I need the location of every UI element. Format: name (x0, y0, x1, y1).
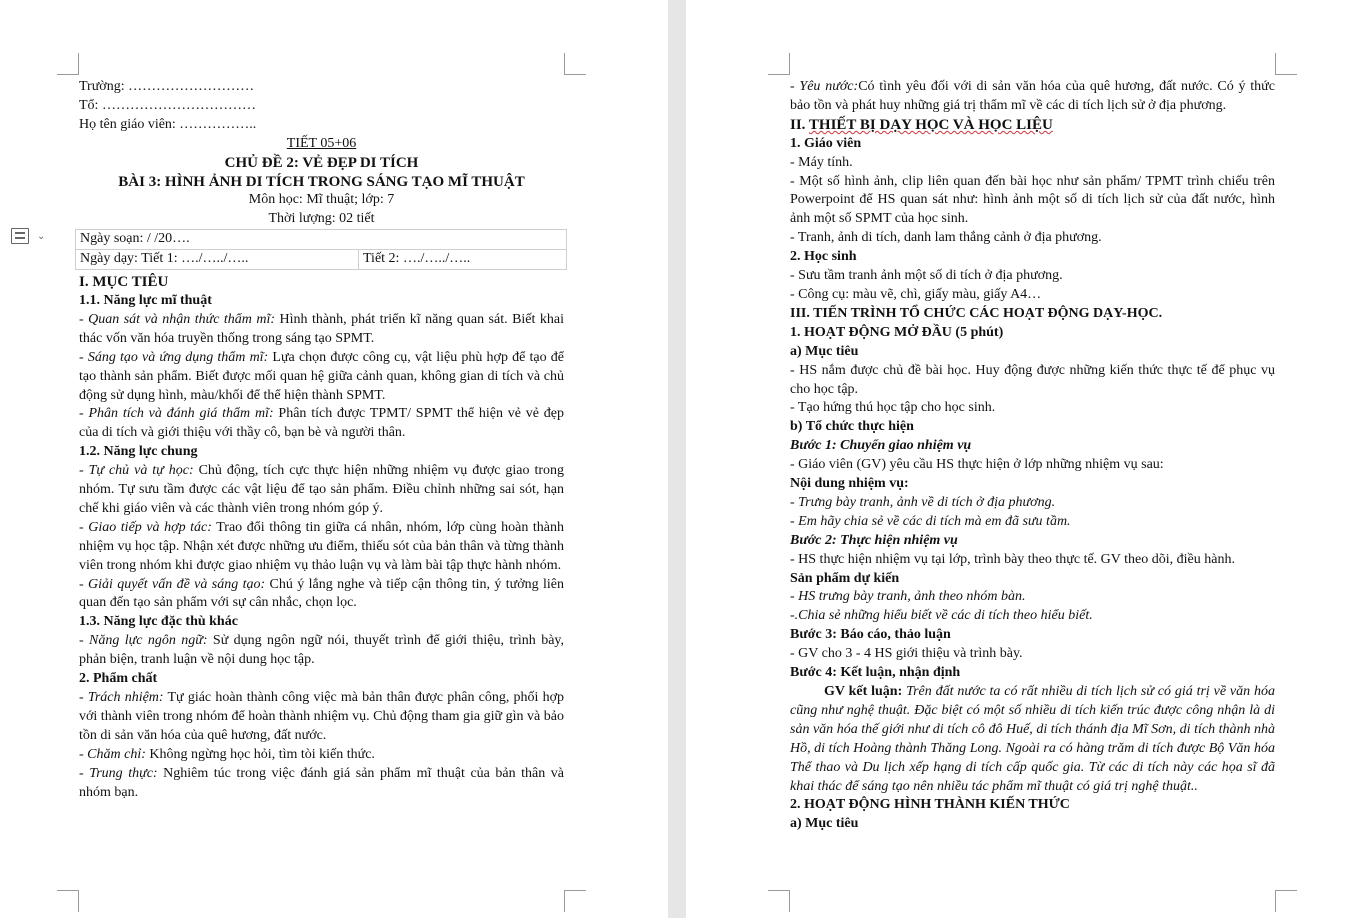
outline-icon (11, 228, 29, 244)
lead: - Giao tiếp và hợp tác: (79, 519, 212, 535)
paragraph: - HS nắm được chủ đề bài học. Huy động được những kiến thức thực tế để phục vụ cho học tập. (790, 362, 1275, 397)
paragraph (79, 689, 564, 746)
text: Trên đất nước ta có rất nhiều di tích lịch sử có giá trị về văn hóa cũng như nghệ thuật. Đặc biệt có một số nhiều di tích kiến trúc được công nhận là di sản văn hóa thế giới như di tích cô đô Huế, di tích thánh địa Mĩ Sơn, di tích thành nhà Hồ, di tích Hoàng thành Thăng Long. Ngoài ra có hàng trăm di tích được Bộ Văn hóa Thể thao và Du lịch xếp hạng di tích cấp quốc gia. Từ các di tích này các họa sĩ đã khai thác để sáng tạo nên nhiều tác phẩm mĩ thuật có giá trị nghệ thuật.. (790, 684, 1275, 794)
text: Tự giác hoàn thành công việc mà bản thân được phân công, phối hợp với thành viên trong nhóm để hoàn thành nhiệm vụ. Chủ động tham gia giữ gìn và bảo tồn di sản văn hóa của quê hương, đất nước. (79, 690, 564, 743)
teacher-line: Họ tên giáo viên: …………….. (79, 116, 257, 132)
heading-step-2: Bước 2: Thực hiện nhiệm vụ (790, 532, 958, 548)
heading-organization: b) Tổ chức thực hiện (790, 419, 914, 435)
heading-student: 2. Học sinh (790, 249, 857, 265)
paragraph: - Công cụ: màu vẽ, chì, giấy màu, giấy A4… (790, 286, 1042, 302)
lead: - Trách nhiệm: (79, 690, 164, 705)
lead: - Quan sát và nhận thức thẩm mĩ: (79, 311, 276, 327)
paragraph: - HS thực hiện nhiệm vụ tại lớp, trình bày theo thực tế. GV theo dõi, điều hành. (790, 551, 1235, 567)
text: Không ngừng học hỏi, tìm tòi kiến thức. (145, 746, 375, 762)
text: Chú ý lắng nghe và tiếp cận thông tin, ý tưởng liên quan đến tạo sản phẩm với sự cân nhắc, chọn lọc. (79, 576, 564, 611)
paragraph (79, 519, 564, 576)
lead: GV kết luận: (824, 684, 903, 699)
conclusion-paragraph (790, 683, 1275, 796)
text: Hình thành, phát triển kĩ năng quan sát. Biết khai thác vốn văn hóa truyền thống trong sáng tạo SPMT. (79, 311, 564, 346)
page-gutter (668, 0, 686, 918)
paragraph (79, 405, 564, 443)
paragraph: - Giáo viên (GV) yêu cầu HS thực hiện ở lớp những nhiệm vụ sau: (790, 457, 1164, 473)
lead: - Sáng tạo và ứng dụng thẩm mĩ: (79, 349, 269, 365)
date-taught-cell: Ngày dạy: Tiết 1: …./…../….. (76, 250, 359, 270)
heading-activity-1: 1. HOẠT ĐỘNG MỞ ĐẦU (5 phút) (790, 324, 1004, 340)
page-2-body[interactable] (790, 78, 1275, 834)
crop-mark (768, 53, 790, 75)
paragraph: - Tạo hứng thú học tập cho học sinh. (790, 400, 996, 416)
page-1-body[interactable] (79, 78, 564, 802)
duration-line: Thời lượng: 02 tiết (268, 211, 375, 227)
paragraph: - Một số hình ảnh, clip liên quan đến bài học như sản phẩm/ TPMT trình chiếu trên Powerpoint để HS quan sát như: hình ảnh một số di tích lịch sử của đất nước, hình ảnh một số SPMT của học sinh. (790, 173, 1275, 227)
paragraph: - Trưng bày tranh, ảnh về di tích ở địa phương. (790, 494, 1056, 510)
crop-mark (564, 890, 586, 912)
heading-general-competence: 1.2. Năng lực chung (79, 444, 198, 460)
crop-mark (57, 53, 79, 75)
section-title: THIẾT BỊ DẠY HỌC VÀ HỌC LIỆU (808, 116, 1053, 133)
paragraph: - Máy tính. (790, 154, 853, 170)
crop-mark (1275, 890, 1297, 912)
paragraph: - Em hãy chia sẻ về các di tích mà em đã sưu tầm. (790, 513, 1071, 529)
paragraph (79, 746, 564, 765)
lead: - Tự chủ và tự học: (79, 463, 194, 479)
heading-task: Nội dung nhiệm vụ: (790, 476, 909, 492)
paragraph (79, 765, 564, 803)
heading-step-4: Bước 4: Kết luận, nhận định (790, 665, 961, 681)
text: Có tình yêu đối với di sản văn hóa của quê hương, đất nước. Có ý thức bảo tồn và phát huy những giá trị thẩm mĩ về các di tích lịch sử ở địa phương. (790, 79, 1275, 113)
section-process: III. TIẾN TRÌNH TỔ CHỨC CÁC HOẠT ĐỘNG DẠY-HỌC. (790, 305, 1163, 321)
text: Nghiêm túc trong việc đánh giá sản phẩm mĩ thuật của bản thân và nhóm bạn. (79, 765, 565, 800)
lead: - Năng lực ngôn ngữ: (79, 633, 208, 649)
paragraph (790, 78, 1275, 116)
lead: - Giải quyết vấn đề và sáng tạo: (79, 576, 266, 592)
crop-mark (564, 53, 586, 75)
section-objectives: I. MỤC TIÊU (79, 274, 169, 291)
lead: - Phân tích và đánh giá thẩm mĩ: (79, 406, 274, 422)
heading-step-1: Bước 1: Chuyển giao nhiệm vụ (790, 438, 972, 454)
text: Trao đổi thông tin giữa cá nhân, nhóm, lớp cùng hoàn thành nhiệm vụ học tập. Nhận xét được những ưu điểm, thiếu sót của bản thân và từng thành viên trong nhóm khi được giao nhiệm vụ thảo luận vụ và làm bài tập thực hành nhóm. (79, 519, 564, 573)
crop-mark (1275, 53, 1297, 75)
heading-qualities: 2. Phẩm chất (79, 671, 158, 687)
paragraph (79, 576, 564, 614)
paragraph (79, 462, 564, 519)
text: Lựa chọn được công cụ, vật liệu phù hợp để tạo để tạo thành sản phẩm. Biết được mối quan hệ giữa cảnh quan, không gian di tích và chủ động sử dụng hình, màu/khối để thể hiện thành SPMT. (79, 349, 564, 403)
lead: - Chăm chỉ: (79, 746, 146, 762)
group-line: Tổ: …………………………… (79, 97, 256, 113)
school-line: Trường: ……………………… (79, 79, 255, 94)
section-number: II. (790, 116, 809, 133)
heading-activity-2: 2. HOẠT ĐỘNG HÌNH THÀNH KIẾN THỨC (790, 797, 1070, 813)
text: Sử dụng ngôn ngữ nói, thuyết trình để giới thiệu, trình bày, phản biện, tranh luận về nội dung học tập. (79, 633, 564, 668)
heading-goal: a) Mục tiêu (790, 343, 859, 359)
subject-line: Môn học: Mĩ thuật; lớp: 7 (248, 192, 395, 208)
lead: - Yêu nước: (790, 79, 859, 94)
text: Chủ động, tích cực thực hiện những nhiệm vụ được giao trong nhóm. Tự sưu tầm được các vật liệu để tạo sản phẩm. Điều chỉnh những sai sót, hạn chế khi giáo viên và các thành viên trong nhóm góp ý. (79, 463, 564, 516)
paragraph (79, 632, 564, 670)
section-equipment (790, 116, 1275, 135)
heading-product: Sản phẩm dự kiến (790, 570, 900, 586)
schedule-table (75, 229, 567, 270)
date-prepared-cell: Ngày soạn: / /20…. (76, 230, 567, 250)
paragraph: - Sưu tầm tranh ảnh một số di tích ở địa phương. (790, 268, 1063, 284)
crop-mark (57, 890, 79, 912)
heading-teacher: 1. Giáo viên (790, 135, 862, 151)
heading-goal-2: a) Mục tiêu (790, 816, 859, 832)
navigation-pane-toggle[interactable] (11, 224, 57, 248)
topic-title: CHỦ ĐỀ 2: VẺ ĐẸP DI TÍCH (224, 154, 419, 171)
heading-art-competence: 1.1. Năng lực mĩ thuật (79, 292, 212, 308)
heading-specific-competence: 1.3. Năng lực đặc thù khác (79, 614, 238, 630)
heading-step-3: Bước 3: Báo cáo, thảo luận (790, 627, 951, 643)
text: Phân tích được TPMT/ SPMT thể hiện vẻ vẻ đẹp của di tích và giới thiệu với thầy cô, bạn bè và người thân. (79, 406, 564, 441)
paragraph: -.Chia sẻ những hiểu biết về các di tích theo hiểu biết. (790, 608, 1093, 624)
period2-cell: Tiết 2: …./…../….. (359, 250, 567, 270)
paragraph: - GV cho 3 - 4 HS giới thiệu và trình bày. (790, 646, 1023, 662)
chevron-down-icon: ⌄ (37, 230, 46, 242)
crop-mark (768, 890, 790, 912)
paragraph (79, 349, 564, 406)
period-title: TIẾT 05+06 (286, 135, 357, 151)
lead: - Trung thực: (79, 765, 158, 781)
paragraph: - HS trưng bày tranh, ảnh theo nhóm bàn. (790, 589, 1026, 605)
paragraph: - Tranh, ảnh di tích, danh lam thắng cảnh ở địa phương. (790, 230, 1102, 246)
lesson-title: BÀI 3: HÌNH ẢNH DI TÍCH TRONG SÁNG TẠO MĨ THUẬT (118, 173, 525, 190)
paragraph (79, 311, 564, 349)
